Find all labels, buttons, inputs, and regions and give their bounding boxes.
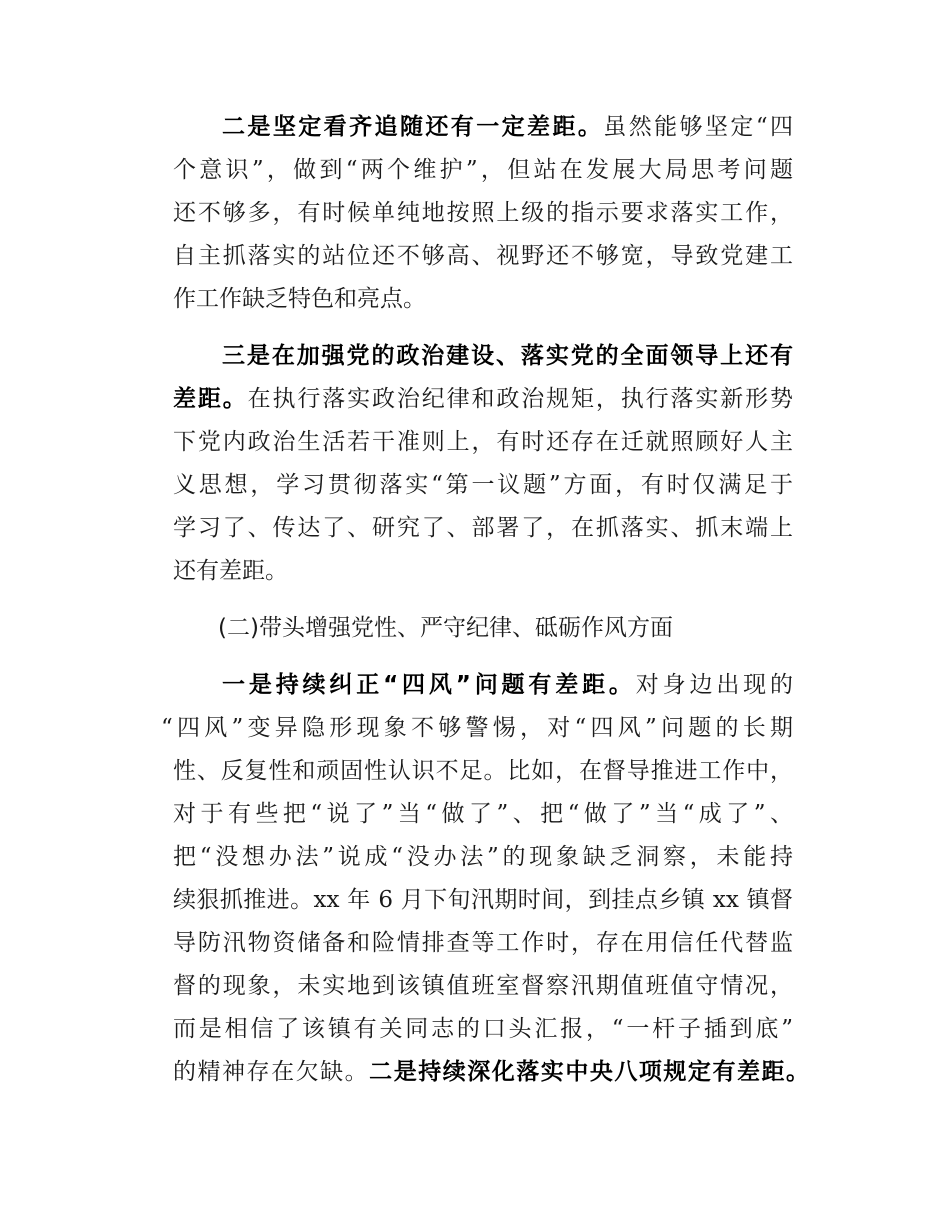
- text-line: [173, 464, 793, 507]
- text-line: [173, 836, 793, 879]
- body-text: 督的现象，未实地到该镇值班室督察汛期值班值守情况，: [173, 973, 793, 999]
- body-text: 的精神存在欠缺。: [173, 1059, 370, 1085]
- text-line: [173, 106, 793, 149]
- text-line: [173, 421, 793, 464]
- text-line: [173, 149, 793, 192]
- body-text: 还有差距。: [173, 558, 288, 584]
- body-text: 个意识”，做到“两个维护”，但站在发展大局思考问题: [173, 157, 793, 183]
- document-page: [161, 106, 810, 1108]
- text-line: [173, 192, 793, 235]
- body-text: 续狠抓推进。xx 年 6 月下旬汛期时间，到挂点乡镇 xx 镇督: [173, 887, 793, 913]
- body-text: 义思想，学习贯彻落实“第一议题”方面，有时仅满足于: [173, 472, 793, 498]
- bold-lead-text: 差距。: [173, 386, 248, 412]
- text-line: [173, 607, 793, 650]
- body-text: 在执行落实政治纪律和政治规矩，执行落实新形势: [247, 386, 793, 412]
- text-line: [173, 664, 793, 707]
- paragraph: [173, 335, 793, 593]
- text-line: [173, 750, 793, 793]
- body-text: 把“没想办法”说成“没办法”的现象缺乏洞察，未能持: [173, 844, 793, 870]
- body-text: 对于有些把“说了”当“做了”、把“做了”当“成了”、: [173, 801, 793, 827]
- body-text: “四风”变异隐形现象不够警惕，对“四风”问题的长期: [161, 715, 793, 741]
- text-line: [161, 707, 793, 750]
- text-line: [173, 1008, 793, 1051]
- body-text: (二)带头增强党性、严守纪律、砥砺作风方面: [218, 615, 673, 641]
- body-text: 还不够多，有时候单纯地按照上级的指示要求落实工作，: [173, 200, 793, 226]
- text-line: [173, 550, 793, 593]
- body-text: 学习了、传达了、研究了、部署了，在抓落实、抓末端上: [173, 515, 793, 541]
- paragraph: [161, 664, 810, 1094]
- section-heading: [173, 607, 793, 650]
- body-text: 下党内政治生活若干准则上，有时还存在迁就照顾好人主: [173, 429, 793, 455]
- body-text: 性、反复性和顽固性认识不足。比如，在督导推进工作中，: [173, 758, 793, 784]
- bold-lead-text: 一是持续纠正“四风”问题有差距。: [222, 672, 636, 698]
- body-text: 虽然能够坚定“四: [603, 114, 793, 140]
- paragraph: [173, 106, 793, 321]
- body-text: 导防汛物资储备和险情排查等工作时，存在用信任代替监: [173, 930, 793, 956]
- body-text: 而是相信了该镇有关同志的口头汇报，“一杆子插到底”: [173, 1016, 793, 1042]
- text-line: [173, 793, 793, 836]
- bold-lead-text: 三是在加强党的政治建设、落实党的全面领导上还有: [222, 343, 793, 369]
- bold-lead-text: 二是持续深化落实中央八项规定有差距。: [369, 1059, 810, 1085]
- text-line: [173, 235, 793, 278]
- body-text: 自主抓落实的站位还不够高、视野还不够宽，导致党建工: [173, 243, 793, 269]
- text-line: [173, 1051, 809, 1094]
- text-line: [173, 922, 793, 965]
- text-line: [173, 879, 793, 922]
- body-text: 对身边出现的: [635, 672, 794, 698]
- text-line: [173, 378, 793, 421]
- text-line: [173, 965, 793, 1008]
- text-line: [173, 507, 793, 550]
- bold-lead-text: 二是坚定看齐追随还有一定差距。: [222, 114, 604, 140]
- text-line: [173, 335, 793, 378]
- body-text: 作工作缺乏特色和亮点。: [173, 286, 426, 312]
- text-line: [173, 278, 793, 321]
